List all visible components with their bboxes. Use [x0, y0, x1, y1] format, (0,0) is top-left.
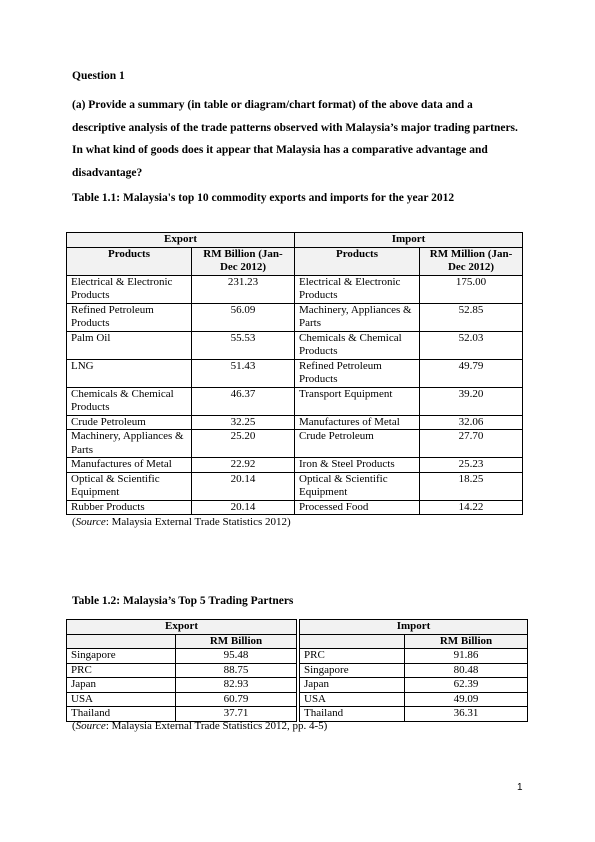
table1-commodities [66, 232, 523, 515]
table1-import-value-cell: 14.22 [420, 500, 523, 515]
table-row [67, 472, 523, 500]
table-row [67, 387, 523, 415]
table1-export-product-cell: Electrical & Electronic Products [67, 275, 192, 303]
table-row [67, 678, 528, 693]
table1-import-product-cell: Crude Petroleum [295, 430, 420, 458]
table2-export-value-cell: 95.48 [176, 649, 297, 664]
table1-import-product-cell: Refined Petroleum Products [295, 359, 420, 387]
table2-source-label: Source [75, 720, 106, 732]
table2-caption: Table 1.2: Malaysia’s Top 5 Trading Partners [72, 595, 294, 607]
table-row [67, 303, 523, 331]
table1-export-product-cell: LNG [67, 359, 192, 387]
table2-export-value-cell: 82.93 [176, 678, 297, 693]
table1-export-product-cell: Manufactures of Metal [67, 458, 192, 473]
table1-source-label: Source [75, 516, 106, 528]
table2-import-value-cell: 62.39 [405, 678, 528, 693]
table-row [67, 275, 523, 303]
table1-export-value-cell: 32.25 [192, 415, 295, 430]
table2-export-value-cell: 88.75 [176, 663, 297, 678]
table2-import-country-cell: Thailand [300, 707, 405, 722]
page-number: 1 [517, 782, 523, 793]
table2-col-country-export [67, 634, 176, 649]
table-row [67, 500, 523, 515]
table1-export-value-cell: 20.14 [192, 472, 295, 500]
table2-export-value-cell: 37.71 [176, 707, 297, 722]
table1-import-product-cell: Manufactures of Metal [295, 415, 420, 430]
table2-export-country-cell: Thailand [67, 707, 176, 722]
table1-caption: Table 1.1: Malaysia's top 10 commodity exports and imports for the year 2012 [72, 192, 455, 204]
table1-export-value-cell: 55.53 [192, 331, 295, 359]
table-row [67, 430, 523, 458]
table1-col-products-export: Products [67, 247, 192, 275]
table-row [67, 331, 523, 359]
table1-export-value-cell: 46.37 [192, 387, 295, 415]
table2-export-country-cell: USA [67, 692, 176, 707]
table1-export-value-cell: 231.23 [192, 275, 295, 303]
table2-export-header: Export [67, 620, 297, 635]
table1-import-value-cell: 52.03 [420, 331, 523, 359]
table2-source-text: : Malaysia External Trade Statistics 2012, pp. 4-5) [105, 720, 328, 732]
table2-import-country-cell: PRC [300, 649, 405, 664]
table1-import-header: Import [295, 233, 523, 248]
table2-col-value-export: RM Billion [176, 634, 297, 649]
table2-export-country-cell: Singapore [67, 649, 176, 664]
table1-export-value-cell: 20.14 [192, 500, 295, 515]
table2-import-country-cell: Japan [300, 678, 405, 693]
table1-export-value-cell: 22.92 [192, 458, 295, 473]
table1-export-value-cell: 25.20 [192, 430, 295, 458]
table1-source: (Source: Malaysia External Trade Statistics 2012) [72, 516, 291, 528]
table2-import-value-cell: 91.86 [405, 649, 528, 664]
table1-export-product-cell: Optical & Scientific Equipment [67, 472, 192, 500]
table1-export-product-cell: Rubber Products [67, 500, 192, 515]
table1-import-value-cell: 52.85 [420, 303, 523, 331]
table1-import-product-cell: Transport Equipment [295, 387, 420, 415]
table-row [67, 458, 523, 473]
table1-export-product-cell: Refined Petroleum Products [67, 303, 192, 331]
table1-export-product-cell: Machinery, Appliances & Parts [67, 430, 192, 458]
table1-import-value-cell: 32.06 [420, 415, 523, 430]
table1-export-product-cell: Crude Petroleum [67, 415, 192, 430]
table1-import-value-cell: 39.20 [420, 387, 523, 415]
table2-source: (Source: Malaysia External Trade Statistics 2012, pp. 4-5) [72, 720, 328, 732]
table1-col-value-import: RM Million (Jan-Dec 2012) [420, 247, 523, 275]
table1-import-product-cell: Electrical & Electronic Products [295, 275, 420, 303]
table2-export-country-cell: PRC [67, 663, 176, 678]
table2-import-header: Import [300, 620, 528, 635]
table1-import-product-cell: Optical & Scientific Equipment [295, 472, 420, 500]
table2-partners [66, 619, 528, 722]
table1-import-value-cell: 18.25 [420, 472, 523, 500]
question-body: (a) Provide a summary (in table or diagram/chart format) of the above data and a descriptive analysis of the trade patterns observed with Malaysia’s major trading partners. In what kind of goods does it appear that Malaysia has a comparative advantage and disadvantage? [72, 99, 518, 179]
table1-export-product-cell: Chemicals & Chemical Products [67, 387, 192, 415]
table1-import-product-cell: Chemicals & Chemical Products [295, 331, 420, 359]
table2-import-value-cell: 49.09 [405, 692, 528, 707]
table1-import-product-cell: Processed Food [295, 500, 420, 515]
table1-export-value-cell: 51.43 [192, 359, 295, 387]
question-title: Question 1 [72, 70, 125, 82]
table1-import-product-cell: Machinery, Appliances & Parts [295, 303, 420, 331]
table1-import-value-cell: 27.70 [420, 430, 523, 458]
table1-import-value-cell: 175.00 [420, 275, 523, 303]
table1-col-products-import: Products [295, 247, 420, 275]
table2-import-country-cell: Singapore [300, 663, 405, 678]
table2-import-value-cell: 36.31 [405, 707, 528, 722]
table1-export-header: Export [67, 233, 295, 248]
table2-import-country-cell: USA [300, 692, 405, 707]
table1-import-value-cell: 49.79 [420, 359, 523, 387]
table2-body [67, 649, 528, 722]
table-row [67, 415, 523, 430]
table-row [67, 359, 523, 387]
table-row [67, 707, 528, 722]
table-row [67, 663, 528, 678]
table2-export-value-cell: 60.79 [176, 692, 297, 707]
table-row [67, 649, 528, 664]
table2-col-country-import [300, 634, 405, 649]
table2-export-country-cell: Japan [67, 678, 176, 693]
table1-source-text: : Malaysia External Trade Statistics 2012) [105, 516, 291, 528]
table1-export-value-cell: 56.09 [192, 303, 295, 331]
table1-export-product-cell: Palm Oil [67, 331, 192, 359]
table2-col-value-import: RM Billion [405, 634, 528, 649]
table1-col-value-export: RM Billion (Jan-Dec 2012) [192, 247, 295, 275]
table1-import-product-cell: Iron & Steel Products [295, 458, 420, 473]
table-row [67, 692, 528, 707]
table1-body [67, 275, 523, 515]
table2-import-value-cell: 80.48 [405, 663, 528, 678]
table1-import-value-cell: 25.23 [420, 458, 523, 473]
